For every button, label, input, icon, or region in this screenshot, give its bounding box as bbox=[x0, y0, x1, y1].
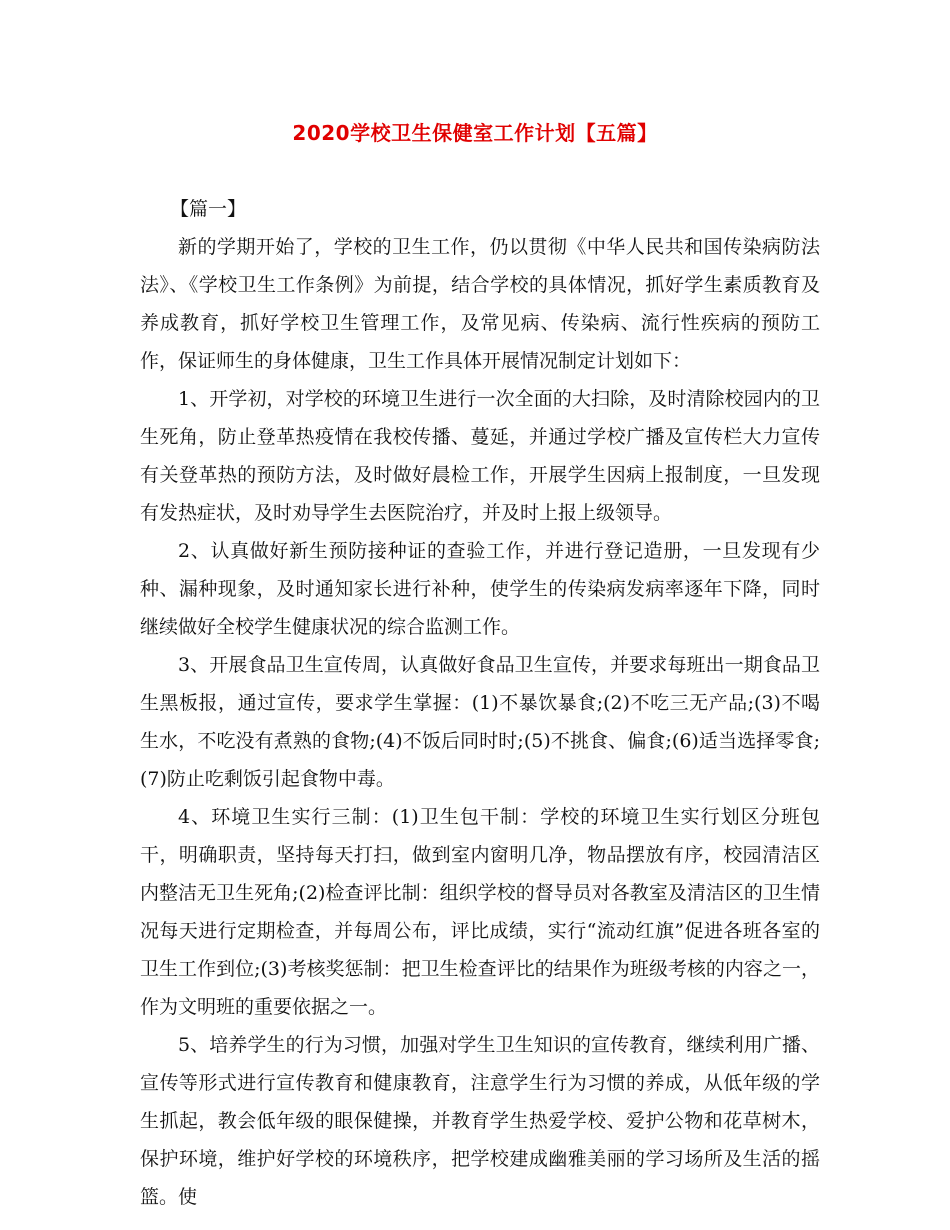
document-body bbox=[140, 190, 820, 1216]
section-heading: 【篇一】 bbox=[170, 198, 247, 220]
paragraph-item-1: 1、开学初，对学校的环境卫生进行一次全面的大扫除，及时清除校园内的卫生死角，防止登革热疫情在我校传播、蔓延，并通过学校广播及宣传栏大力宣传有关登革热的预防方法，及时做好晨检工作，开展学生因病上报制度，一旦发现有发热症状，及时劝导学生去医院治疗，并及时上报上级领导。 bbox=[140, 388, 820, 524]
paragraph-item-4: 4、环境卫生实行三制：(1)卫生包干制：学校的环境卫生实行划区分班包干，明确职责，坚持每天打扫，做到室内窗明几净，物品摆放有序，校园清洁区内整洁无卫生死角;(2)检查评比制：组织学校的督导员对各教室及清洁区的卫生情况每天进行定期检查，并每周公布，评比成绩，实行“流动红旗”促进各班各室的卫生工作到位;(3)考核奖惩制：把卫生检查评比的结果作为班级考核的内容之一，作为文明班的重要依据之一。 bbox=[140, 806, 820, 1018]
paragraph-item-2: 2、认真做好新生预防接种证的查验工作，并进行登记造册，一旦发现有少种、漏种现象，及时通知家长进行补种，使学生的传染病发病率逐年下降，同时继续做好全校学生健康状况的综合监测工作。 bbox=[140, 540, 820, 638]
paragraph-item-3: 3、开展食品卫生宣传周，认真做好食品卫生宣传，并要求每班出一期食品卫生黑板报，通过宣传，要求学生掌握：(1)不暴饮暴食;(2)不吃三无产品;(3)不喝生水，不吃没有煮熟的食物;(4)不饭后同时时;(5)不挑食、偏食;(6)适当选择零食;(7)防止吃剩饭引起食物中毒。 bbox=[140, 654, 820, 790]
document-title: 2020学校卫生保健室工作计划【五篇】 bbox=[292, 121, 658, 145]
intro-paragraph: 新的学期开始了，学校的卫生工作，仍以贯彻《中华人民共和国传染病防法法》、《学校卫生工作条例》为前提，结合学校的具体情况，抓好学生素质教育及养成教育，抓好学校卫生管理工作，及常见病、传染病、流行性疾病的预防工作，保证师生的身体健康，卫生工作具体开展情况制定计划如下： bbox=[140, 236, 820, 372]
paragraph-item-5: 5、培养学生的行为习惯，加强对学生卫生知识的宣传教育，继续利用广播、宣传等形式进行宣传教育和健康教育，注意学生行为习惯的养成，从低年级的学生抓起，教会低年级的眼保健操，并教育学生热爱学校、爱护公物和花草树木，保护环境，维护好学校的环境秩序，把学校建成幽雅美丽的学习场所及生活的摇篮。使 bbox=[140, 1034, 820, 1208]
